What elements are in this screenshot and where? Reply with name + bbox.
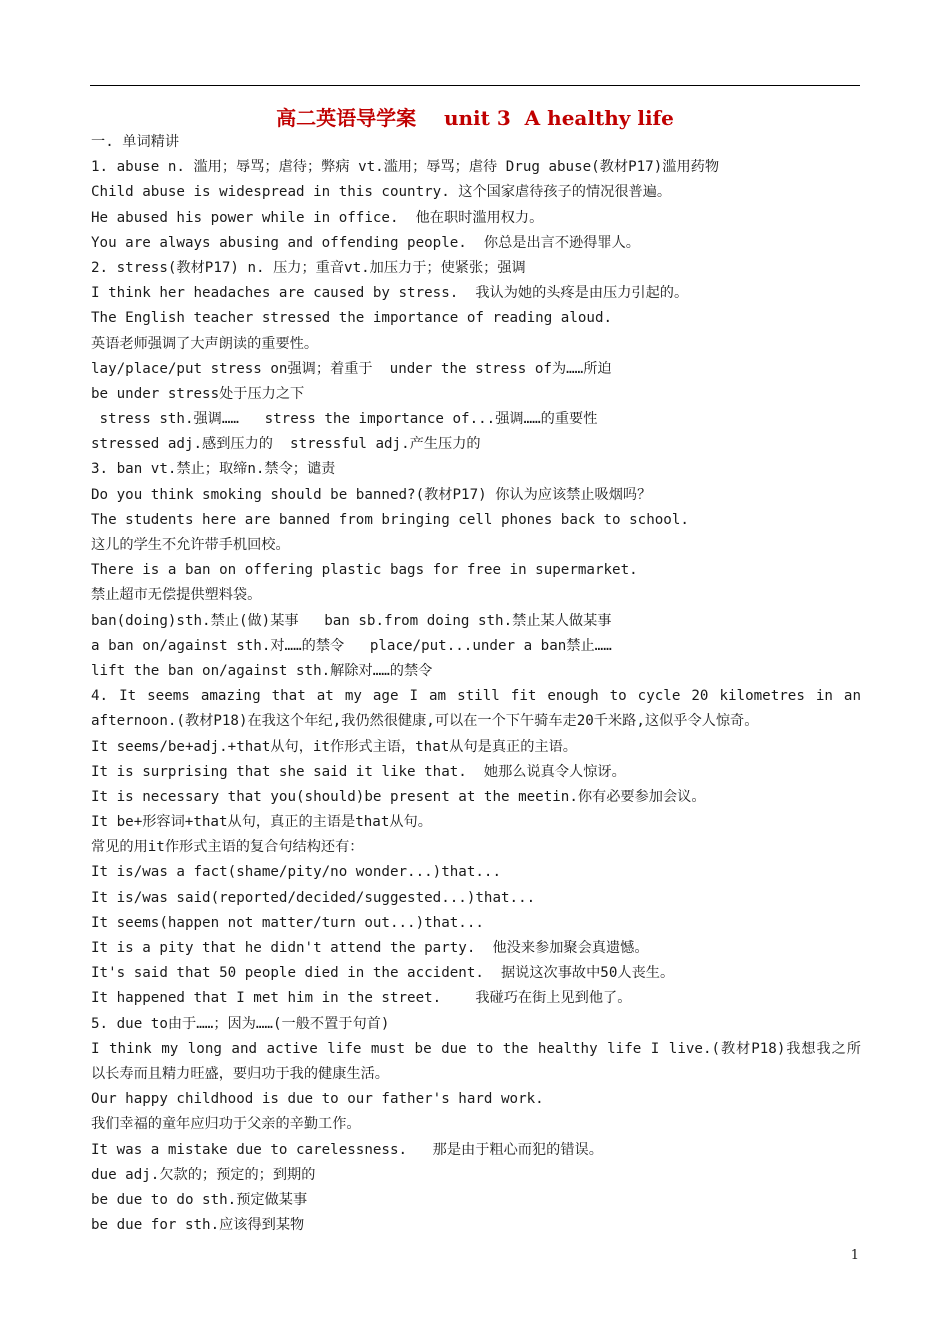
text-line: lift the ban on/against sth.解除对……的禁令	[91, 662, 433, 679]
text-line: I think my long and active life must be due to the healthy life I live.(教材P18)我想我之所	[91, 1040, 861, 1057]
text-line: It is a pity that he didn't attend the party. 他没来参加聚会真遗憾。	[91, 940, 649, 956]
text-line: It seems(happen not matter/turn out...)that...	[91, 914, 484, 931]
text-line: 5. due to由于……；因为……(一般不置于句首)	[91, 1015, 390, 1032]
text-line: It's said that 50 people died in the accident. 据说这次事故中50人丧生。	[91, 965, 675, 982]
text-line: 2. stress(教材P17) n. 压力；重音vt.加压力于；使紧张；强调	[91, 259, 526, 276]
document-title: 高二英语导学案 unit 3 A healthy life	[276, 106, 674, 130]
text-line: 1. abuse n. 滥用；辱骂；虐待；弊病 vt.滥用；辱骂；虐待 Drug abuse(教材P17)滥用药物	[91, 159, 720, 176]
text-line: It happened that I met him in the street. 我碰巧在街上见到他了。	[91, 990, 632, 1007]
text-line: It is surprising that she said it like that. 她那么说真令人惊讶。	[91, 763, 626, 780]
text-line: 禁止超市无偿提供塑料袋。	[91, 587, 262, 604]
text-line: stressed adj.感到压力的 stressful adj.产生压力的	[91, 436, 481, 453]
text-line: It seems/be+adj.+that从句，it作形式主语，that从句是真正的主语。	[91, 738, 577, 755]
text-line: 4. It seems amazing that at my age I am still fit enough to cycle 20 kilometres in an	[91, 688, 861, 705]
page-number: 1	[850, 1248, 859, 1263]
text-line: 我们幸福的童年应归功于父亲的辛勤工作。	[91, 1116, 361, 1133]
text-line: Do you think smoking should be banned?(教材P17) 你认为应该禁止吸烟吗？	[91, 486, 652, 503]
text-line: be under stress处于压力之下	[91, 385, 305, 402]
text-line: It is/was a fact(shame/pity/no wonder...)that...	[91, 864, 501, 881]
text-line: He abused his power while in office. 他在职时滥用权力。	[91, 209, 544, 226]
text-line: It is necessary that you(should)be present at the meetin.你有必要参加会议。	[91, 788, 706, 805]
document-body	[91, 130, 861, 1238]
text-line: 以长寿而且精力旺盛，要归功于我的健康生活。	[91, 1065, 389, 1082]
text-line: The English teacher stressed the importance of reading aloud.	[91, 310, 613, 327]
text-line: 常见的用it作形式主语的复合句结构还有：	[91, 839, 364, 856]
text-line: Child abuse is widespread in this country. 这个国家虐待孩子的情况很普遍。	[91, 184, 672, 201]
text-line: 英语老师强调了大声朗读的重要性。	[91, 335, 319, 352]
text-line: lay/place/put stress on强调；着重于 under the stress of为……所迫	[91, 360, 612, 377]
text-line: due adj.欠款的；预定的；到期的	[91, 1166, 316, 1183]
text-line: a ban on/against sth.对……的禁令 place/put...under a ban禁止……	[91, 637, 612, 654]
text-line: 3. ban vt.禁止；取缔n.禁令；谴责	[91, 461, 336, 478]
text-line: It was a mistake due to carelessness. 那是由于粗心而犯的错误。	[91, 1141, 603, 1158]
text-line: be due for sth.应该得到某物	[91, 1217, 305, 1234]
text-line: ban(doing)sth.禁止(做)某事 ban sb.from doing sth.禁止某人做某事	[91, 612, 612, 629]
text-line: 一. 单词精讲	[91, 134, 180, 150]
text-line: I think her headaches are caused by stress. 我认为她的头疼是由压力引起的。	[91, 285, 689, 302]
text-line: 这儿的学生不允许带手机回校。	[91, 537, 290, 553]
text-line: You are always abusing and offending people. 你总是出言不逊得罪人。	[91, 234, 640, 251]
text-line: There is a ban on offering plastic bags for free in supermarket.	[91, 562, 638, 579]
text-line: The students here are banned from bringing cell phones back to school.	[91, 511, 689, 528]
text-line: It be+形容词+that从句，真正的主语是that从句。	[91, 814, 432, 831]
text-line: stress sth.强调…… stress the importance of...强调……的重要性	[91, 411, 598, 428]
text-line: Our happy childhood is due to our father's hard work.	[91, 1091, 544, 1108]
text-line: be due to do sth.预定做某事	[91, 1191, 308, 1208]
header-rule	[90, 85, 860, 86]
text-line: afternoon.(教材P18)在我这个年纪,我仍然很健康,可以在一个下午骑车走20千米路,这似乎令人惊奇。	[91, 713, 759, 730]
text-line: It is/was said(reported/decided/suggested...)that...	[91, 889, 536, 906]
